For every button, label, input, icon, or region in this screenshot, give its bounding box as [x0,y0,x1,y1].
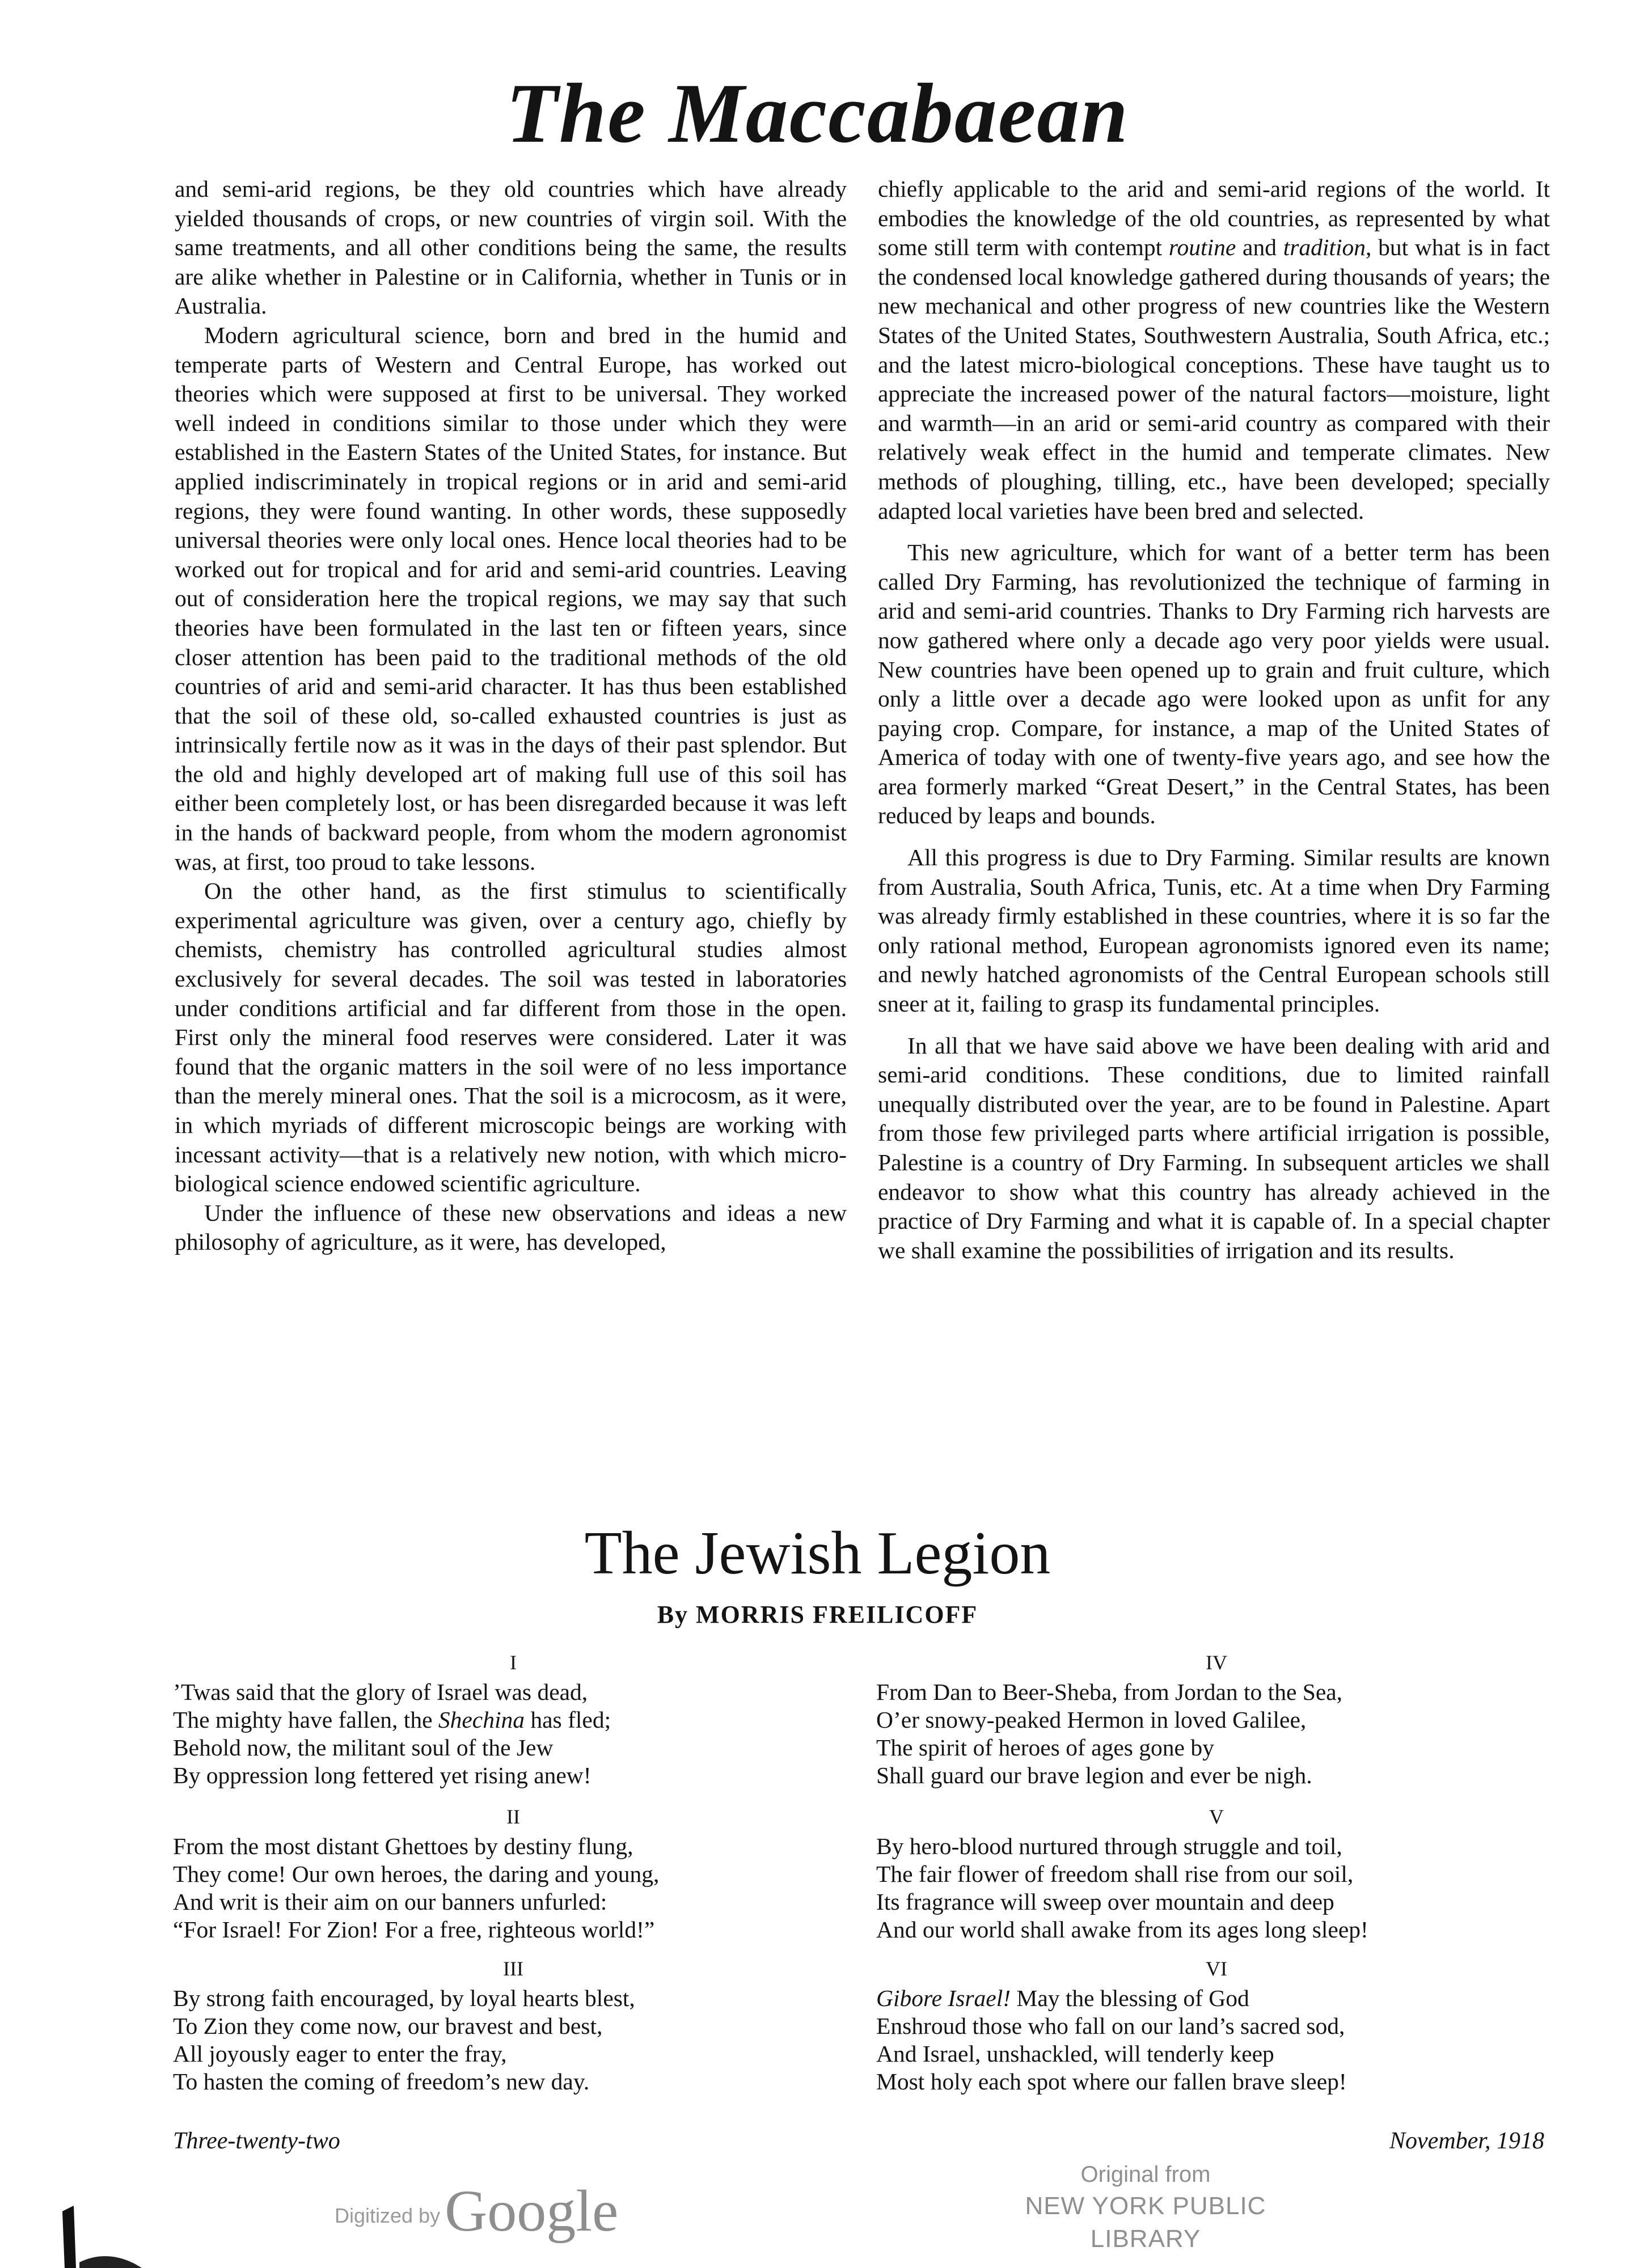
poem-line: Enshroud those who fall on our land’s sacred sod, [876,2013,1345,2039]
issue-date: November, 1918 [1389,2128,1544,2154]
poem-line: To Zion they come now, our bravest and best, [173,2013,603,2039]
poem-line: And Israel, unshackled, will tenderly keep [876,2041,1274,2067]
digitized-by-label: Digitized by [335,2204,441,2227]
poem-line: The fair flower of freedom shall rise from our soil, [876,1861,1354,1887]
poem-line: Shall guard our brave legion and ever be nigh. [876,1762,1312,1788]
poem-line: They come! Our own heroes, the daring and young, [173,1861,660,1887]
article-paragraph: and semi-arid regions, be they old countries which have already yielded thousands of crops, or new countries of virgin soil. With the same treatments, and all other conditions being the same, the results are alike whether in Palestine or in California, whether in Tunis or in Australia. [175,176,847,319]
italic-term: Gibore Israel! [876,1985,1011,2011]
article-left-column [175,175,847,1257]
stanza-number: III [503,1957,523,1980]
poem-line: All joyously eager to enter the fray, [173,2041,507,2067]
poem-line: Most holy each spot where our fallen brave sleep! [876,2068,1347,2094]
stanza-1 [173,1649,854,1789]
library-name: NEW YORK PUBLIC LIBRARY [1025,2192,1266,2253]
poem-line: And writ is their aim on our banners unfurled: [173,1889,607,1915]
article-paragraph: All this progress is due to Dry Farming. Similar results are known from Australia, South Africa, Tunis, etc. At a time when Dry Farming was already firmly established in these countries, where it is so far the only rational method, European agronomists ignored even its name; and newly hatched agronomists of the Central European schools still sneer at it, failing to grasp its fundamental principles. [878,844,1550,1017]
italic-term: Shechina [438,1707,525,1733]
poem-byline: By MORRIS FREILICOFF [657,1601,978,1628]
google-logo: Google [445,2178,619,2244]
poem-title: The Jewish Legion [584,1520,1051,1587]
poem-line: Behold now, the militant soul of the Jew [173,1734,554,1761]
text-run: and [1236,234,1283,261]
stanza-2 [173,1803,854,1944]
stanza-number: II [506,1805,520,1828]
poem-line: Its fragrance will sweep over mountain and deep [876,1889,1334,1915]
poem-line: By hero-blood nurtured through struggle and toil, [876,1833,1342,1859]
text-run: has fled; [525,1707,611,1733]
text-run: May the blessing of God [1011,1985,1249,2011]
stanza-4 [876,1649,1557,1789]
stanza-3 [173,1955,854,2096]
poem-line: ’Twas said that the glory of Israel was dead, [173,1679,588,1705]
poem-line: To hasten the coming of freedom’s new day. [173,2068,590,2094]
article-paragraph: In all that we have said above we have been dealing with arid and semi-arid conditions. These conditions, due to limited rainfall unequally distributed over the year, are to be found in Palestine. Apart from those few privileged parts where artificial irrigation is possible, Palestine is a country of Dry Farming. In subsequent articles we shall endeavor to show what this country has already achieved in the practice of Dry Farming and what it is capable of. In a special chapter we shall examine the possibilities of irrigation and its results. [878,1032,1550,1263]
stanza-number: I [510,1651,517,1674]
article-paragraph: This new agriculture, which for want of a better term has been called Dry Farming, has revolutionized the technique of farming in arid and semi-arid countries. Thanks to Dry Farming rich harvests are now gathered where only a decade ago very poor yields were usual. New countries have been opened up to grain and fruit culture, which only a little over a decade ago were looked upon as unfit for any paying crop. Compare, for instance, a map of the United States of America of today with one of twenty-five years ago, and see how the area formerly marked “Great Desert,” in the Central States, has been reduced by leaps and bounds. [878,539,1550,829]
text-run: , but what is in fact the condensed local knowledge gathered during thousands of years; the new mechanical and other progress of new countries like the Western States of the United States, Southwestern Australia, South Africa, etc.; and the latest micro-biological conceptions. These have taught us to appreciate the increased power of the natural factors—moisture, light and warmth—in an arid or semi-arid country as compared with their relatively weak effect in the humid and temperate climates. New methods of ploughing, tilling, etc., have been developed; specially adapted local varieties have been bred and selected. [878,234,1550,524]
stanza-number: VI [1206,1957,1227,1980]
article-paragraph: Modern agricultural science, born and bred in the humid and temperate parts of Western and Central Europe, has worked out theories which were supposed at first to be universal. They worked well indeed in conditions similar to those under which they were established in the Eastern States of the United States, for instance. But applied indiscriminately in tropical regions or in arid and semi-arid regions, they were found wanting. In other words, these supposedly universal theories were only local ones. Hence local theories had to be worked out for tropical and for arid and semi-arid countries. Leaving out of consideration here the tropical regions, we may say that such theories have been formulated in the last ten or fifteen years, since closer attention has been paid to the traditional methods of the old countries of arid and semi-arid character. It has thus been established that the soil of these old, so-called exhausted countries is just as intrinsically fertile now as it was in the days of their past splendor. But the old and highly developed art of making full use of this soil has either been completely lost, or has been disregarded because it was left in the hands of backward people, from whom the modern agronomist was, at first, too proud to take lessons. [175,321,847,875]
poem-line: The spirit of heroes of ages gone by [876,1734,1214,1761]
text-run: chiefly applicable to the arid and semi-arid regions of the world. It embodies the knowledge of the old countries, as represented by what some still term with contempt [878,176,1550,261]
stanza-5 [876,1803,1557,1944]
poem-line: By oppression long fettered yet rising anew! [173,1762,592,1788]
page-number: Three-twenty-two [173,2128,340,2154]
text-run: The mighty have fallen, the [173,1707,438,1733]
stanza-number: IV [1206,1651,1227,1674]
article-paragraph: Under the influence of these new observations and ideas a new philosophy of agriculture, as it were, has developed, [175,1199,847,1255]
poem-line: O’er snowy-peaked Hermon in loved Galilee, [876,1707,1307,1733]
poem-line: “For Israel! For Zion! For a free, righteous world!” [173,1916,655,1943]
article-paragraph [878,175,1550,526]
stanza-number: V [1209,1805,1224,1828]
poem-line [173,1706,854,1734]
italic-term: tradition [1283,234,1366,261]
scan-edge-mark [57,2172,142,2268]
poem-line [876,1984,1557,2012]
poem-line: From Dan to Beer-Sheba, from Jordan to the Sea, [876,1679,1343,1705]
digitized-by-watermark [335,2177,618,2245]
poem-line: By strong faith encouraged, by loyal hearts blest, [173,1985,635,2011]
original-from-watermark [981,2159,1310,2256]
italic-term: routine [1168,234,1236,261]
original-from-label: Original from [1080,2162,1211,2187]
article-paragraph: On the other hand, as the first stimulus to scientifically experimental agriculture was given, over a century ago, chiefly by chemists, chemistry has controlled agricultural studies almost exclusively for several decades. The soil was tested in laboratories under conditions artificial and far different from those in the open. First only the mineral food reserves were considered. Later it was found that the organic matters in the soil were of no less importance than the merely mineral ones. That the soil is a microcosm, as it were, in which myriads of different microscopic beings are working with incessant activity—that is a relatively new notion, with which micro-biological science endowed scientific agriculture. [175,878,847,1197]
poem-line: And our world shall awake from its ages long sleep! [876,1916,1368,1943]
stanza-6 [876,1955,1557,2096]
poem-line: From the most distant Ghettoes by destiny flung, [173,1833,633,1859]
masthead-title: The Maccabaean [506,66,1129,160]
article-right-column [878,175,1550,1265]
